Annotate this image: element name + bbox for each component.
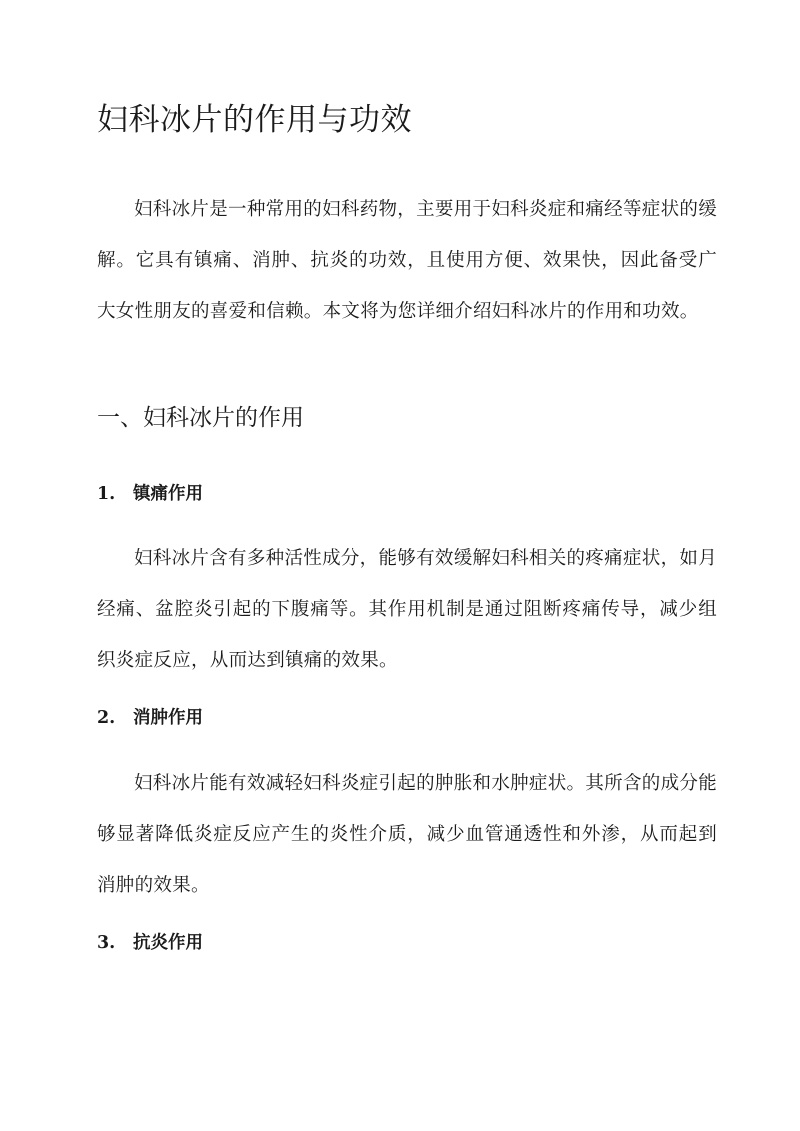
subsection-paragraph-2: 妇科冰片能有效减轻妇科炎症引起的肿胀和水肿症状。其所含的成分能够显著降低炎症反应产生的炎性介质，减少血管通透性和外渗，从而起到消肿的效果。 <box>97 773 717 896</box>
subsection-heading-1 <box>97 479 203 509</box>
document-title: 妇科冰片的作用与功效 <box>97 102 412 138</box>
subsection-number: 3. <box>97 933 116 953</box>
subsection-paragraph-1: 妇科冰片含有多种活性成分，能够有效缓解妇科相关的疼痛症状，如月经痛、盆腔炎引起的下腹痛等。其作用机制是通过阻断疼痛传导，减少组织炎症反应，从而达到镇痛的效果。 <box>97 548 717 671</box>
subsection-title: 镇痛作用 <box>133 484 203 504</box>
subsection-heading-3 <box>97 928 203 958</box>
subsection-number: 1. <box>97 484 116 504</box>
intro-paragraph: 妇科冰片是一种常用的妇科药物，主要用于妇科炎症和痛经等症状的缓解。它具有镇痛、消肿、抗炎的功效，且使用方便、效果快，因此备受广大女性朋友的喜爱和信赖。本文将为您详细介绍妇科冰片的作用和功效。 <box>97 199 717 322</box>
subsection-number: 2. <box>97 708 116 728</box>
subsection-title: 抗炎作用 <box>133 933 203 953</box>
section-heading: 一、妇科冰片的作用 <box>97 405 304 431</box>
subsection-title: 消肿作用 <box>133 708 203 728</box>
subsection-heading-2 <box>97 703 203 733</box>
